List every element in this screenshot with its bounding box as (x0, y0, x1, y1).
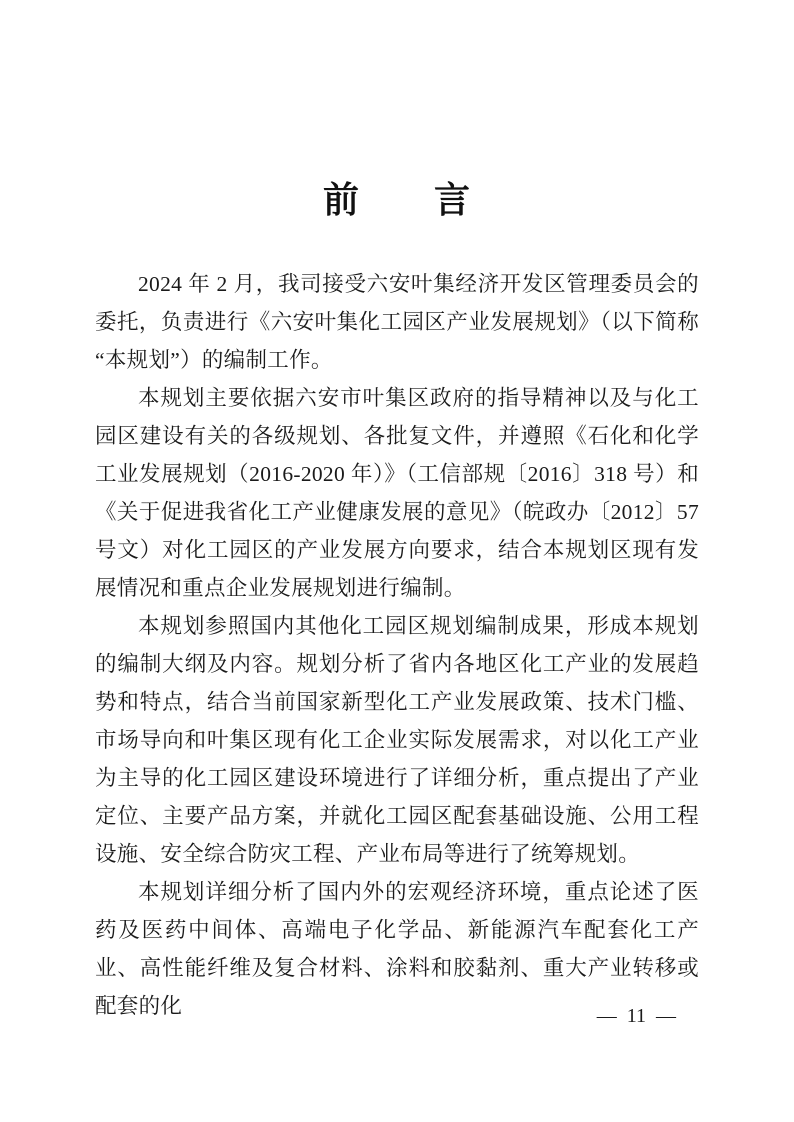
document-body (95, 265, 699, 1025)
paragraph-2: 本规划主要依据六安市叶集区政府的指导精神以及与化工园区建设有关的各级规划、各批复文件，并遵照《石化和化学工业发展规划（2016-2020 年）》（工信部规〔2016〕318 号）和《关于促进我省化工产业健康发展的意见》（皖政办〔2012〕57 号文）对化工园区的产业发展方向要求，结合本规划区现有发展情况和重点企业发展规划进行编制。 (95, 386, 699, 600)
page-title: 前 言 (322, 179, 471, 220)
paragraph-1: 2024 年 2 月，我司接受六安叶集经济开发区管理委员会的委托，负责进行《六安叶集化工园区产业发展规划》（以下简称“本规划”）的编制工作。 (95, 272, 699, 372)
paragraph-3: 本规划参照国内其他化工园区规划编制成果，形成本规划的编制大纲及内容。规划分析了省内各地区化工产业的发展趋势和特点，结合当前国家新型化工产业发展政策、技术门槛、市场导向和叶集区现有化工企业实际发展需求，对以化工产业为主导的化工园区建设环境进行了详细分析，重点提出了产业定位、主要产品方案，并就化工园区配套基础设施、公用工程设施、安全综合防灾工程、产业布局等进行了统筹规划。 (95, 614, 699, 866)
paragraph-4: 本规划详细分析了国内外的宏观经济环境，重点论述了医药及医药中间体、高端电子化学品、新能源汽车配套化工产业、高性能纤维及复合材料、涂料和胶黏剂、重大产业转移或配套的化 (95, 880, 699, 1018)
page-number: — 11 — (596, 1005, 676, 1027)
